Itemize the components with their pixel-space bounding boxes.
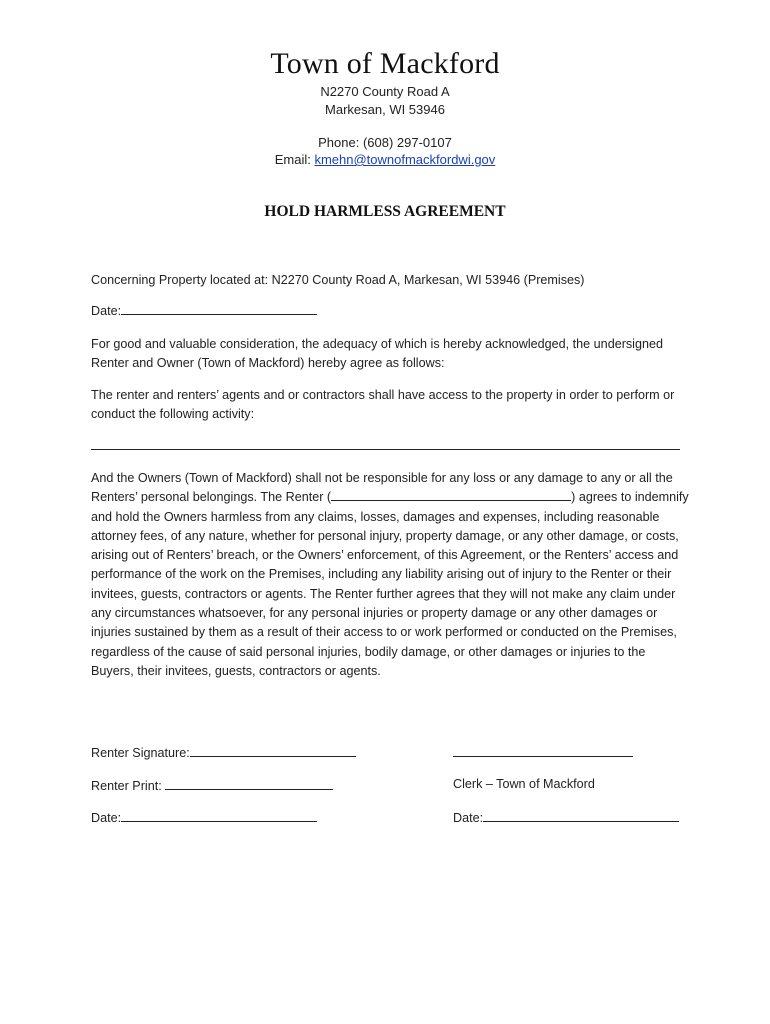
renter-signature-line: [91, 744, 356, 760]
renter-date-field[interactable]: [121, 809, 317, 822]
address-line-1: N2270 County Road A: [320, 84, 450, 99]
clerk-date-line: [453, 809, 679, 825]
date-blank-field[interactable]: [121, 302, 317, 315]
owners-paragraph-part2: ) agrees to indemnify and hold the Owners harmless from any claims, losses, damages and expenses, including reasonable attorney fees, of any nature, whether for personal injury, property damage, or any other damage, or costs, arising out of Renters’ breach, or the Owners’ enforcement, of this Agreement, or the Renters’ access and performance of the work on the Premises, including any liability arising out of injury to the Renter or their invitees, guests, contractors or agents. The Renter further agrees that they will not make any claim under any circumstances whatsoever, for any personal injuries or property damage or any other damages or injuries sustained by them as a result of their access to or work performed or conducted on the Premises, regardless of the cause of said personal injuries, bodily damage, or other damages or injuries to the Buyers, their invitees, guests, contractors or agents.: [91, 490, 689, 678]
renter-signature-field[interactable]: [190, 744, 356, 757]
email-label: Email:: [274, 152, 315, 167]
email-link[interactable]: kmehn@townofmackfordwi.gov: [314, 152, 496, 167]
renter-print-field[interactable]: [165, 777, 333, 790]
owners-paragraph-part1: And the Owners (Town of Mackford) shall not be responsible for any loss or any damage to any or all the Renters’ personal belongings. The Renter (: [91, 471, 673, 505]
renter-date-label: Date:: [91, 811, 122, 825]
date-label: Date:: [91, 304, 122, 318]
clerk-signature-field[interactable]: [453, 756, 633, 757]
renter-signature-label: Renter Signature:: [91, 746, 190, 760]
concerning-property-text: Concerning Property located at: N2270 County Road A, Markesan, WI 53946 (Premises): [91, 273, 585, 287]
agreement-heading: HOLD HARMLESS AGREEMENT: [264, 203, 506, 220]
renter-name-blank-field[interactable]: [331, 488, 571, 501]
owners-paragraph: [91, 469, 691, 681]
clerk-label: Clerk – Town of Mackford: [453, 777, 595, 791]
access-paragraph: The renter and renters’ agents and or contractors shall have access to the property in order to perform or conduct the following activity:: [91, 388, 675, 422]
clerk-date-field[interactable]: [483, 809, 679, 822]
date-line: [91, 302, 691, 321]
address-line-2: Markesan, WI 53946: [325, 102, 445, 117]
phone-number: Phone: (608) 297-0107: [318, 135, 452, 150]
town-title: Town of Mackford: [270, 47, 500, 80]
consideration-paragraph: For good and valuable consideration, the adequacy of which is hereby acknowledged, the undersigned Renter and Owner (Town of Mackford) hereby agree as follows:: [91, 337, 664, 371]
renter-print-line: [91, 777, 333, 793]
renter-print-label: Renter Print:: [91, 779, 162, 793]
renter-date-line: [91, 809, 317, 825]
clerk-date-label: Date:: [453, 811, 484, 825]
email-line: [0, 152, 770, 167]
activity-blank-field[interactable]: [91, 449, 680, 450]
